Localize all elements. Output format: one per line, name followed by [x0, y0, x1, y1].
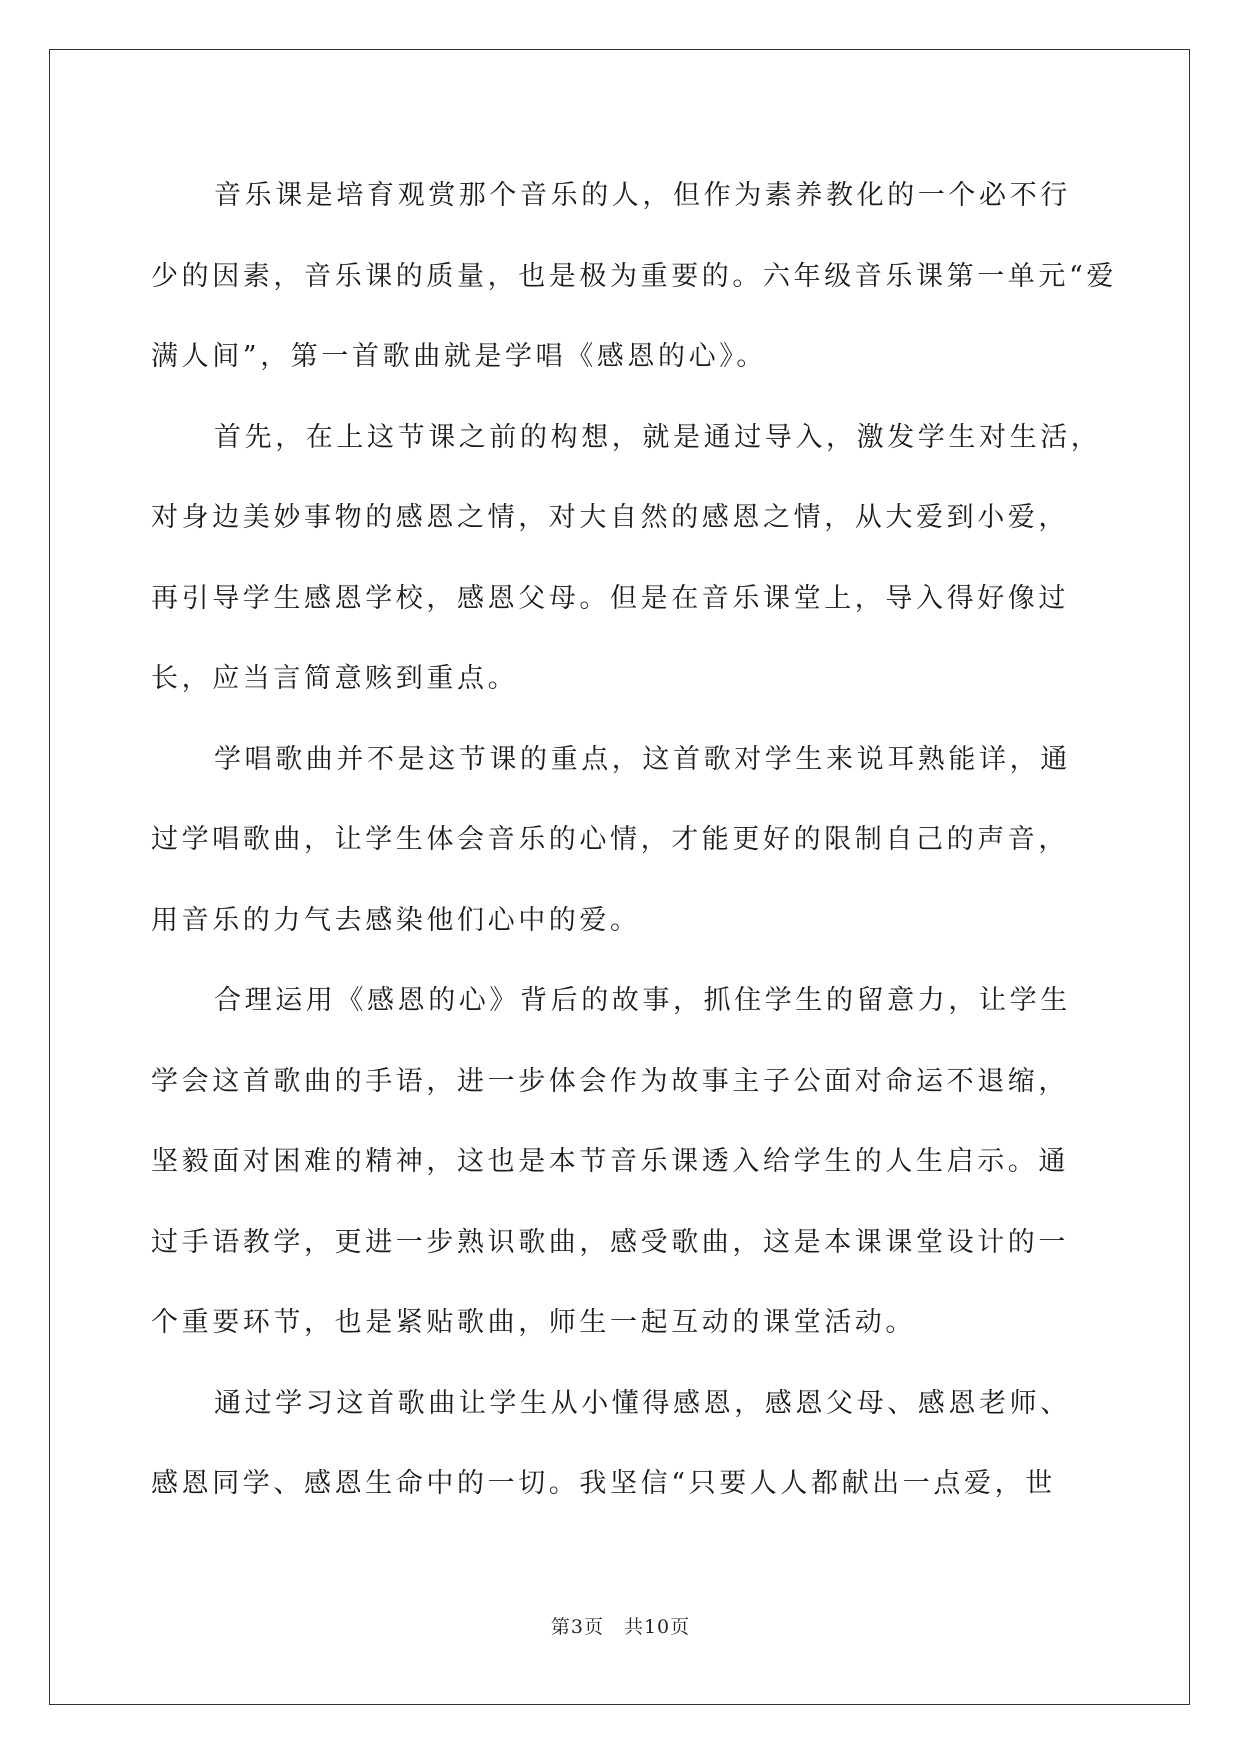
paragraph-line: 对身边美妙事物的感恩之情，对大自然的感恩之情，从大爱到小爱，: [151, 502, 1069, 533]
paragraph-line: 满人间”，第一首歌曲就是学唱《感恩的心》。: [151, 341, 767, 372]
paragraph-line: 用音乐的力气去感染他们心中的爱。: [151, 904, 641, 936]
paragraph-line: 再引导学生感恩学校，感恩父母。但是在音乐课堂上，导入得好像过: [151, 582, 1069, 614]
paragraph-line: 学唱歌曲并不是这节课的重点，这首歌对学生来说耳熟能详，通: [214, 743, 1071, 775]
page-number-footer: 第3页 共10页: [550, 1616, 691, 1638]
paragraph-line: 少的因素，音乐课的质量，也是极为重要的。六年级音乐课第一单元“爱: [151, 260, 1118, 292]
paragraph-line: 音乐课是培育观赏那个音乐的人，但作为素养教化的一个必不行: [214, 180, 1071, 211]
paragraph-line: 过手语教学，更进一步熟识歌曲，感受歌曲，这是本课课堂设计的一: [151, 1226, 1069, 1258]
paragraph-line: 通过学习这首歌曲让学生从小懂得感恩，感恩父母、感恩老师、: [214, 1387, 1071, 1419]
paragraph-line: 坚毅面对困难的精神，这也是本节音乐课透入给学生的人生启示。通: [151, 1146, 1069, 1177]
paragraph-line: 个重要环节，也是紧贴歌曲，师生一起互动的课堂活动。: [151, 1307, 916, 1338]
document-body: [151, 156, 1118, 1525]
paragraph-line: 感恩同学、感恩生命中的一切。我坚信“只要人人都献出一点爱，世: [151, 1468, 1056, 1499]
paragraph-line: 合理运用《感恩的心》背后的故事，抓住学生的留意力，让学生: [214, 985, 1071, 1016]
paragraph-line: 学会这首歌曲的手语，进一步体会作为故事主子公面对命运不退缩，: [151, 1065, 1069, 1097]
paragraph-line: 过学唱歌曲，让学生体会音乐的心情，才能更好的限制自己的声音，: [151, 824, 1069, 855]
paragraph-line: 长，应当言简意赅到重点。: [151, 663, 519, 694]
paragraph-line: 首先，在上这节课之前的构想，就是通过导入，激发学生对生活，: [214, 421, 1102, 453]
